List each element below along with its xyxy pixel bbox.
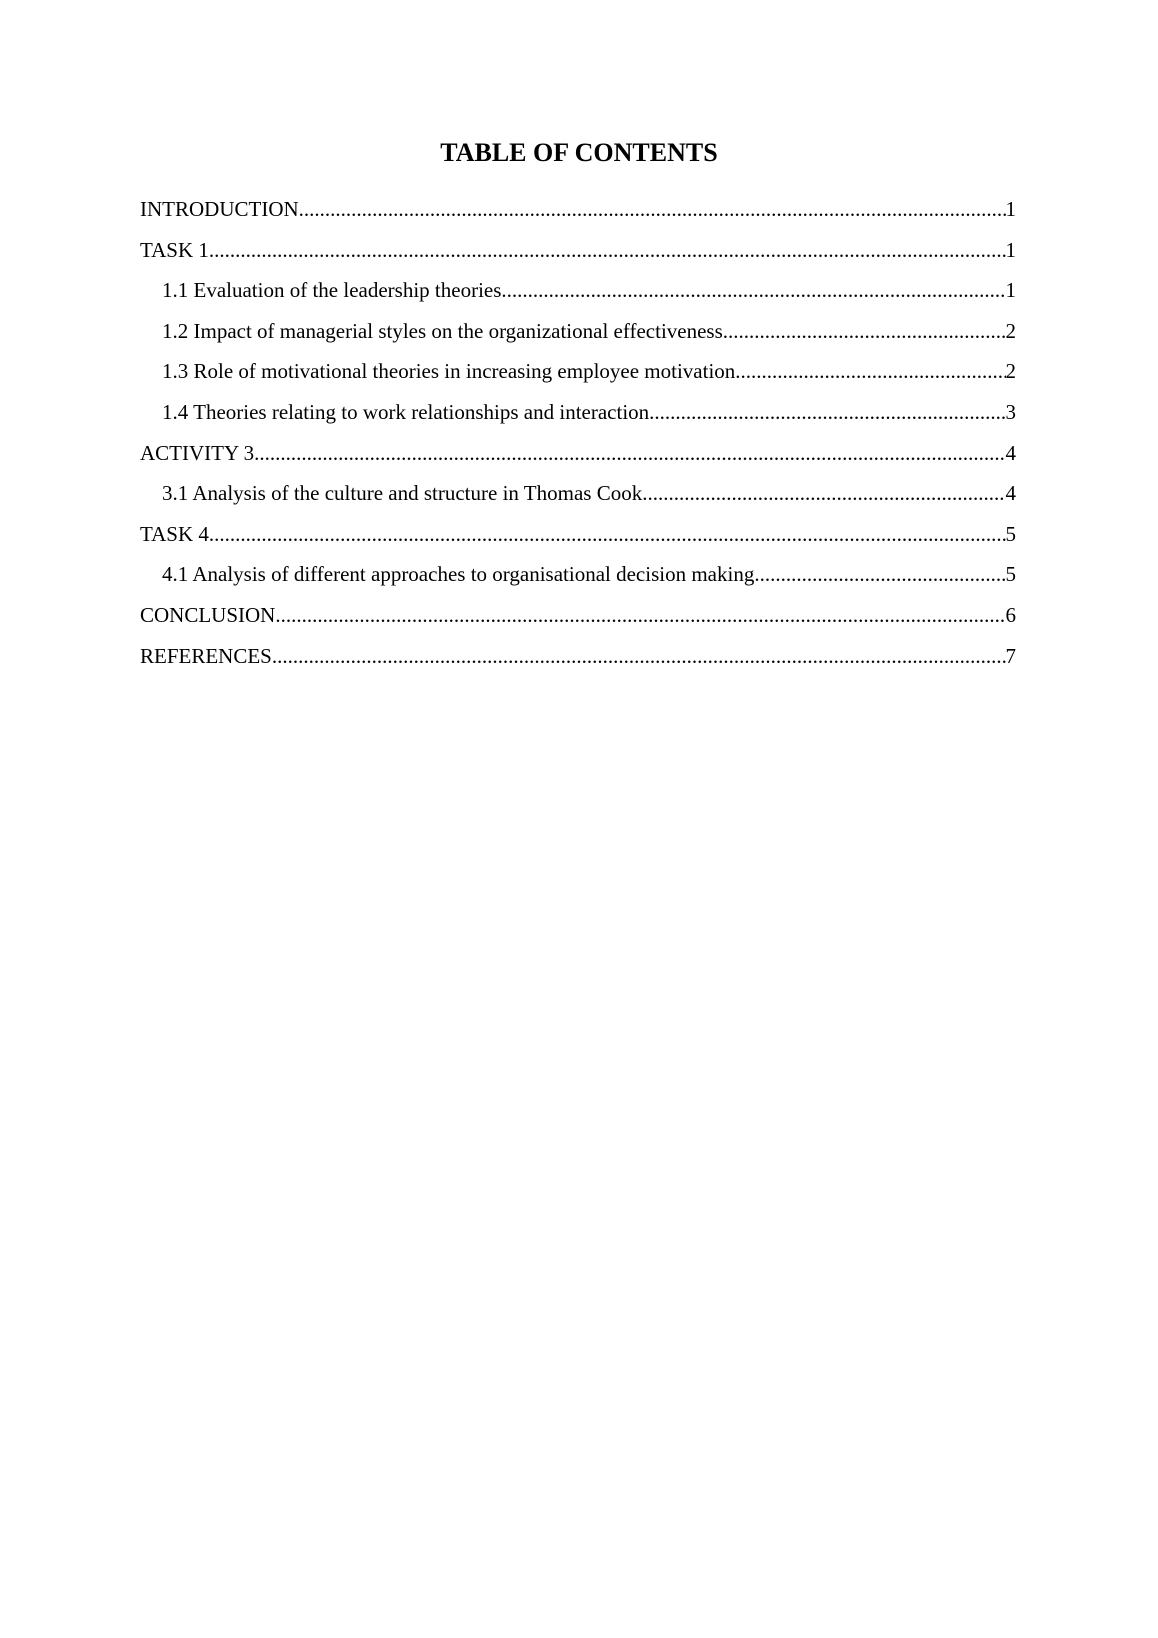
toc-leader-dots xyxy=(754,562,1005,586)
toc-page-number: 3 xyxy=(1005,399,1016,424)
toc-entry-text: REFERENCES xyxy=(140,643,272,668)
toc-entry-text: 1.1 Evaluation of the leadership theories xyxy=(162,278,502,303)
toc-leader-dots xyxy=(275,603,1005,627)
toc-page-number: 1 xyxy=(1005,237,1016,262)
toc-entry-task-4[interactable] xyxy=(140,522,1016,563)
toc-entry-references[interactable] xyxy=(140,644,1016,685)
toc-page-number: 4 xyxy=(1005,440,1016,465)
toc-page-number: 1 xyxy=(1005,197,1016,221)
toc-entry-1-1[interactable] xyxy=(140,278,1016,319)
toc-leader-dots xyxy=(272,644,1006,668)
toc-leader-dots xyxy=(299,197,1006,221)
toc-page-number: 1 xyxy=(1005,278,1016,303)
toc-leader-dots xyxy=(209,238,1006,262)
toc-leader-dots xyxy=(649,400,1005,424)
toc-page-number: 6 xyxy=(1005,602,1016,627)
toc-entry-text: 3.1 Analysis of the culture and structure in Thomas Cook xyxy=(162,481,643,506)
toc-list xyxy=(140,197,1016,684)
toc-entry-introduction[interactable] xyxy=(140,197,1016,238)
toc-entry-4-1[interactable] xyxy=(140,562,1016,603)
toc-entry-text: CONCLUSION xyxy=(140,602,276,627)
toc-entry-text: INTRODUCTION xyxy=(140,197,299,221)
toc-page-number: 4 xyxy=(1005,481,1016,506)
toc-leader-dots xyxy=(735,359,1005,383)
toc-entry-conclusion[interactable] xyxy=(140,603,1016,644)
toc-leader-dots xyxy=(254,441,1005,465)
toc-entry-task-1[interactable] xyxy=(140,238,1016,279)
toc-entry-text: 1.4 Theories relating to work relationships and interaction xyxy=(162,399,650,424)
toc-page-number: 2 xyxy=(1005,359,1016,384)
toc-leader-dots xyxy=(501,278,1005,302)
toc-leader-dots xyxy=(209,522,1006,546)
toc-page-number: 2 xyxy=(1005,318,1016,343)
toc-page-number: 7 xyxy=(1005,643,1016,668)
toc-entry-text: 1.3 Role of motivational theories in increasing employee motivation xyxy=(162,359,736,384)
toc-entry-1-4[interactable] xyxy=(140,400,1016,441)
toc-entry-1-2[interactable] xyxy=(140,319,1016,360)
toc-entry-text: ACTIVITY 3 xyxy=(140,440,255,465)
toc-entry-text: TASK 1 xyxy=(140,237,209,262)
toc-entry-text: TASK 4 xyxy=(140,521,209,546)
toc-entry-activity-3[interactable] xyxy=(140,441,1016,482)
toc-title: TABLE OF CONTENTS xyxy=(440,138,718,167)
toc-page-number: 5 xyxy=(1005,521,1016,546)
toc-entry-text: 1.2 Impact of managerial styles on the organizational effectiveness xyxy=(162,318,723,343)
toc-entry-3-1[interactable] xyxy=(140,481,1016,522)
toc-entry-text: 4.1 Analysis of different approaches to organisational decision making xyxy=(162,562,755,587)
toc-page-number: 5 xyxy=(1005,562,1016,587)
toc-entry-1-3[interactable] xyxy=(140,359,1016,400)
toc-leader-dots xyxy=(642,481,1005,505)
toc-leader-dots xyxy=(723,319,1006,343)
